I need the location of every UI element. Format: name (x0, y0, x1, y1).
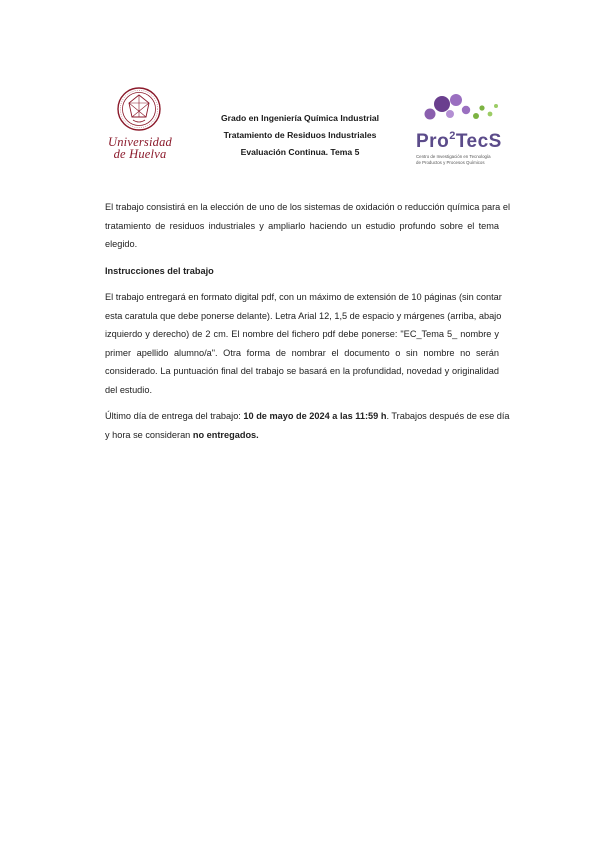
document-header-titles (200, 110, 400, 161)
instructions-heading: Instrucciones del trabajo (105, 265, 214, 276)
document-body (105, 198, 510, 452)
molecule-icon (420, 90, 504, 128)
university-name-line2: de Huelva (113, 147, 167, 161)
protecs-caption: Centro de Investigación en Tecnología de Productos y Procesos Químicos (416, 154, 491, 165)
deadline-no: no (192, 429, 205, 440)
instructions-paragraph: El trabajo entregará en formato digital pdf, con un máximo de extensión de 10 páginas (sin contar esta caratula que debe ponerse delante). Letra Arial 12, 1,5 de espacio y márgenes (arriba, abajo izquierdo y derecho) de 2 cm. El nombre del fichero pdf debe ponerse: "EC_Tema 5_ nombre y primer apellido alumno/a". Otra forma de nombrar el documento o sin nombre no serán considerado. La puntuación final del trabajo se basará en la profundidad, novedad y originalidad del estudio. (105, 292, 502, 395)
course-title: Tratamiento de Residuos Industriales (223, 130, 377, 140)
protecs-name: Pro$^2$TecS (416, 130, 502, 152)
university-name-line1: Universidad (108, 135, 172, 149)
evaluation-title: Evaluación Continua. Tema 5 (240, 147, 360, 157)
intro-paragraph: El trabajo consistirá en la elección de uno de los sistemas de oxidación o reducción química para el tratamiento de residuos industriales y ampliarlo haciendo un estudio profundo sobre el tema elegido. (105, 202, 510, 249)
protecs-logo (410, 90, 510, 170)
degree-title: Grado en Ingeniería Química Industrial (220, 113, 380, 123)
university-name (100, 136, 180, 160)
university-logo (96, 86, 180, 176)
deadline-paragraph: Último día de entrega del trabajo: 10 de mayo de 2024 a las 11:59 h. Trabajos después de ese día y hora se consideran no entregados. (105, 411, 510, 440)
deadline-date: 10 de mayo de 2024 a las 11:59 h (243, 411, 387, 421)
deadline-label: Último día de entrega del trabajo: (105, 411, 241, 421)
university-seal-icon (116, 86, 162, 132)
deadline-delivered: entregados (206, 429, 257, 440)
